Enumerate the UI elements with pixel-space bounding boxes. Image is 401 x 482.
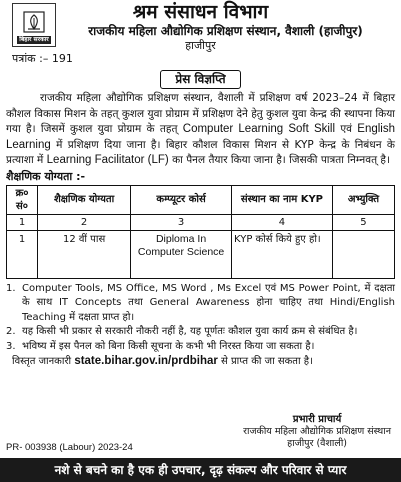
table-header: कम्प्यूटर कोर्स	[131, 185, 232, 214]
table-header: शैक्षणिक योग्यता	[38, 185, 131, 214]
table-cell: 12 वीं पास	[38, 230, 131, 278]
press-release-heading: प्रेस विज्ञप्ति	[160, 70, 240, 89]
more-info-prefix: विस्तृत जानकारी	[12, 356, 75, 367]
letterhead	[6, 0, 395, 65]
signatory-place: हाजीपुर (वैशाली)	[287, 438, 347, 449]
table-cell	[332, 230, 394, 278]
emblem-caption: बिहार सरकार	[19, 36, 49, 43]
note-text: यह किसी भी प्रकार से सरकारी नौकरी नहीं है, यह पूर्णतः कौशल युवा कार्य क्रम से संबंधित है।	[22, 326, 358, 337]
qualification-heading: शैक्षणिक योग्यता :-	[6, 169, 86, 183]
body-text-3: में प्रशिक्षण दिया जाना है। बिहार कौशल विकास मिशन से KYP केन्द्र के निबंधन के प्रत्याशा में	[6, 138, 395, 166]
column-number: 1	[7, 214, 38, 230]
city-name: हाजीपुर	[185, 39, 216, 52]
table-cell: Diploma In Computer Science	[131, 230, 232, 278]
column-number: 2	[38, 214, 131, 230]
table-header: अभ्युक्ति	[332, 185, 394, 214]
table-header: क्र० सं०	[7, 185, 38, 214]
body-text-2: एवं	[335, 123, 358, 135]
body-text-1: राजकीय महिला औद्योगिक प्रशिक्षण संस्थान, वैशाली में प्रशिक्षण वर्ष 2023–24 में बिहार कौशल विकास मिशन के तहत् कुशल युवा प्रोग्राम में प्रशिक्षण देने हेतु कुशल युवा केन्द्र की स्थापना किया गया है। जिसमें कुशल युवा प्रोग्राम के तहत्	[6, 92, 395, 135]
institute-name: राजकीय महिला औद्योगिक प्रशिक्षण संस्थान, वैशाली (हाजीपुर)	[88, 24, 363, 38]
note-number: 3.	[6, 340, 16, 352]
signatory-institute: राजकीय महिला औद्योगिक प्रशिक्षण संस्थान	[243, 426, 391, 437]
table-number-row	[7, 214, 395, 230]
body-text-en-3: Learning Facilitator (LF)	[46, 154, 169, 166]
table-header-row	[7, 185, 395, 214]
column-number: 4	[232, 214, 333, 230]
department-title: श्रम संसाधन विभाग	[132, 1, 269, 23]
table-cell: KYP कोर्स किये हुए हो।	[232, 230, 333, 278]
note-number: 1.	[6, 282, 16, 294]
body-text-en-2: English Learning	[6, 123, 395, 151]
signatory-designation: प्रभारी प्राचार्य	[292, 414, 342, 425]
list-item	[6, 325, 395, 340]
list-item	[6, 340, 395, 355]
body-paragraph	[6, 91, 395, 169]
eligibility-table	[6, 185, 395, 279]
signature-block	[243, 414, 391, 450]
table-row	[7, 230, 395, 278]
body-text-en-1: Computer Learning Soft Skill	[182, 123, 336, 135]
note-number: 2.	[6, 326, 16, 337]
list-item	[6, 282, 395, 326]
more-info-suffix: से प्राप्त की जा सकता है।	[217, 356, 313, 367]
slogan-banner: नशे से बचने का है एक ही उपचार, दृढ़ संकल्प और परिवार से प्यार	[0, 458, 401, 482]
note-text: Computer Tools, MS Office, MS Word , Ms Excel एवं MS Power Point, में दक्षता के साथ IT Concepts तथा General Awareness होना चाहिए तथा Hindi/English Teaching में दक्षता प्राप्त हो।	[22, 282, 395, 323]
letter-number: पत्रांक :– 191	[12, 52, 73, 65]
notes-list	[6, 282, 395, 370]
table-header: संस्थान का नाम KYP	[232, 185, 333, 214]
more-info-line	[6, 354, 395, 369]
website-link[interactable]: state.bihar.gov.in/prdbihar	[74, 355, 218, 367]
note-text: भविष्य में इस पैनल को बिना किसी सूचना के कभी भी निरस्त किया जा सकता है।	[22, 340, 315, 352]
body-text-4: का पैनल तैयार किया जाना है। जिसकी पात्रता निम्नवत् है।	[168, 154, 390, 166]
column-number: 3	[131, 214, 232, 230]
table-cell: 1	[7, 230, 38, 278]
pr-number: PR- 003938 (Labour) 2023-24	[6, 442, 133, 453]
column-number: 5	[332, 214, 394, 230]
